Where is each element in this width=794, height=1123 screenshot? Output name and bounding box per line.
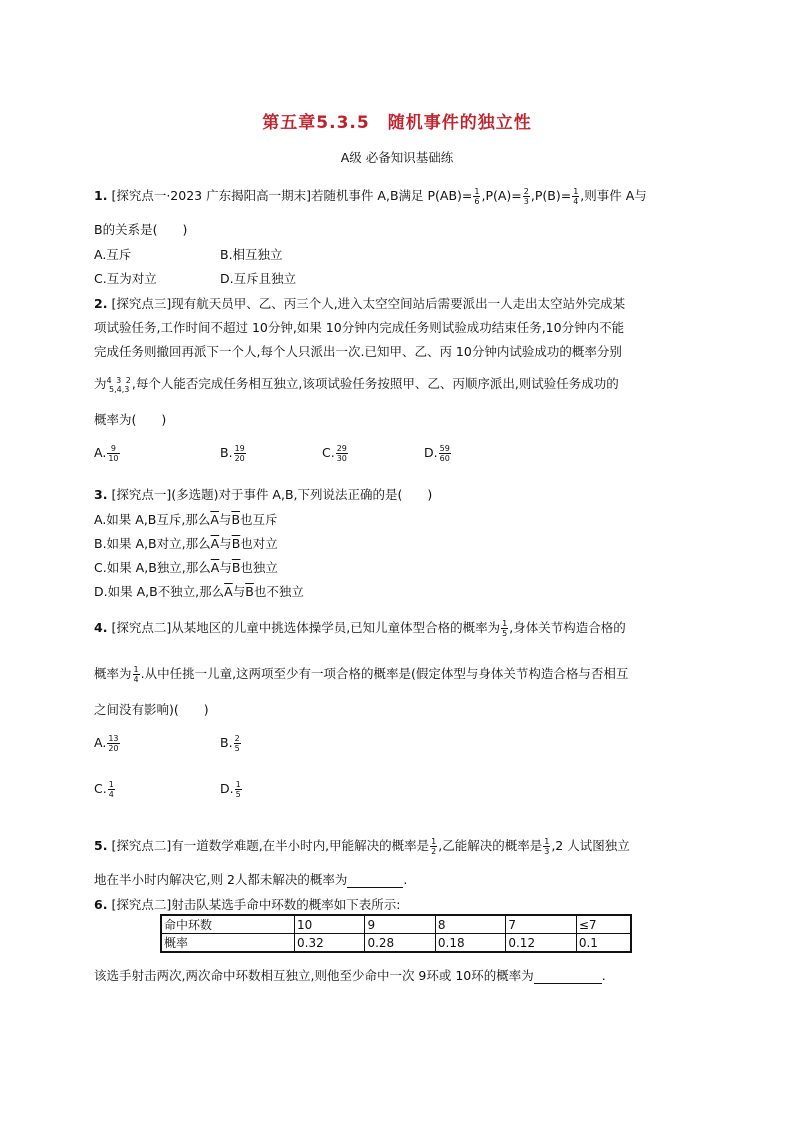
q2-line4-prefix: 为 [94,376,107,391]
q2-probabilities: 4 3 2 5,4,3 [106,375,132,394]
q1-option-d: D.互斥且独立 [220,271,297,286]
q2-option-d: D. $\frac{59}{60}$ [424,444,450,463]
q6-number: 6. [94,897,108,912]
table-cell: 9 [365,915,435,934]
q3-stem [94,485,432,503]
q2-line1 [94,294,625,312]
q2-line2: 项试验任务,工作时间不超过 10分钟,如果 10分钟内完成任务则试验成功结束任务,10分钟内不能 [94,320,625,335]
q4-line3: 之间没有影响)( ) [94,702,209,717]
q5-frac-jia: $\frac{1}{2}$ [431,837,437,856]
q6-answer-blank[interactable] [534,971,602,984]
table-cell: 0.32 [295,934,365,953]
q4-number: 4. [94,620,108,635]
q2-number: 2. [94,296,108,311]
q1-option-a: A.互斥 [94,247,132,262]
q4-line1: 4. [探究点二]从某地区的儿童中挑选体操学员,已知儿童体型合格的概率为 $\frac{1}{5}$ ,身体关节构造合格的 [94,619,626,638]
ring-probability-table [160,914,632,953]
q4-option-d: D. $\frac{1}{5}$ [220,780,241,799]
table-cell: 概率 [161,934,295,953]
q1-number: 1. [94,188,108,203]
q3-stem-text: [探究点一](多选题)对于事件 A,B,下列说法正确的是( ) [111,487,433,502]
q3-option-d: D.如果 A,B不独立,那么$\overline{A}$与$\overline{B}$也不独立 [94,584,304,599]
table-cell: ≤7 [576,915,631,934]
q1-frac-pb: $\frac{1}{4}$ [573,187,579,206]
q1-line1 [94,186,647,206]
table-cell: 0.28 [365,934,435,953]
q2-line4-text: ,每个人能否完成任务相互独立,该项试验任务按照甲、乙、丙顺序派出,则试验任务成功的 [131,376,619,391]
q5-line1: 5. [探究点二]有一道数学难题,在半小时内,甲能解决的概率是 $\frac{1}{2}$ ,乙能解决的概率是 $\frac{1}{3}$ ,2 人试图独立 [94,837,630,856]
q5-number: 5. [94,838,108,853]
q1-option-b: B.相互独立 [220,247,283,262]
q6-after: 该选手射击两次,两次命中环数相互独立,则他至少命中一次 9环或 10环的概率为 . [94,968,606,983]
table-header-row [161,915,631,934]
q3-option-b: B.如果 A,B对立,那么$\overline{A}$与$\overline{B}$也对立 [94,536,278,551]
table-cell: 命中环数 [161,915,295,934]
table-cell: 8 [435,915,505,934]
section-subtitle: A级 必备知识基础练 [340,150,454,165]
q5-line2: 地在半小时内解决它,则 2人都未解决的概率为 . [94,872,408,887]
q2-line3: 完成任务则撤回再派下一个人,每个人只派出一次.已知甲、乙、丙 10分钟内试验成功的概率分别 [94,344,622,359]
table-cell: 10 [295,915,365,934]
table-row [161,934,631,953]
page-title: 第五章5.3.5 随机事件的独立性 [262,113,532,133]
table-cell: 0.1 [576,934,631,953]
q3-number: 3. [94,487,108,502]
q6-stem: 6. [探究点二]射击队某选手命中环数的概率如下表所示: [94,897,401,912]
q2-line1-text: [探究点三]现有航天员甲、乙、丙三个人,进入太空空间站后需要派出一人走出太空站外完成某 [111,296,626,311]
q2-option-c: C. $\frac{29}{30}$ [322,444,347,463]
q1-frac-pab: $\frac{1}{6}$ [474,187,480,206]
q5-frac-yi: $\frac{1}{3}$ [544,837,550,856]
q5-answer-blank[interactable] [347,875,403,888]
q3-option-a: A.如果 A,B互斥,那么$\overline{A}$与$\overline{B}$也互斥 [94,512,278,527]
q4-frac-body: $\frac{1}{5}$ [502,619,508,638]
q4-option-c: C. $\frac{1}{4}$ [94,780,114,799]
q1-text-d: ,则事件 A与 [580,188,647,203]
q1-text-c: ,P(B)= [530,188,572,203]
q2-line5: 概率为( ) [94,412,167,427]
q4-frac-joint: $\frac{1}{4}$ [133,665,139,684]
q2-line4 [94,374,619,394]
q1-option-c: C.互为对立 [94,271,157,286]
q3-option-c: C.如果 A,B独立,那么$\overline{A}$与$\overline{B}$也独立 [94,560,278,575]
q1-frac-pa: $\frac{2}{3}$ [523,187,529,206]
table-cell: 0.18 [435,934,505,953]
q4-option-b: B. $\frac{2}{5}$ [220,734,240,753]
q1-text-a: [探究点一·2023 广东揭阳高一期末]若随机事件 A,B满足 P(AB)= [111,188,473,203]
table-cell: 7 [506,915,576,934]
q4-line2: 概率为 $\frac{1}{4}$ .从中任挑一儿童,这两项至少有一项合格的概率是(假定体型与身体关节构造合格与否相互 [94,665,629,684]
q1-text-b: ,P(A)= [481,188,522,203]
q2-option-b: B. $\frac{19}{20}$ [220,444,245,463]
q1-line2: B的关系是( ) [94,222,188,237]
table-cell: 0.12 [506,934,576,953]
q2-option-a: A. $\frac{9}{10}$ [94,444,119,463]
q4-option-a: A. $\frac{13}{20}$ [94,734,119,753]
